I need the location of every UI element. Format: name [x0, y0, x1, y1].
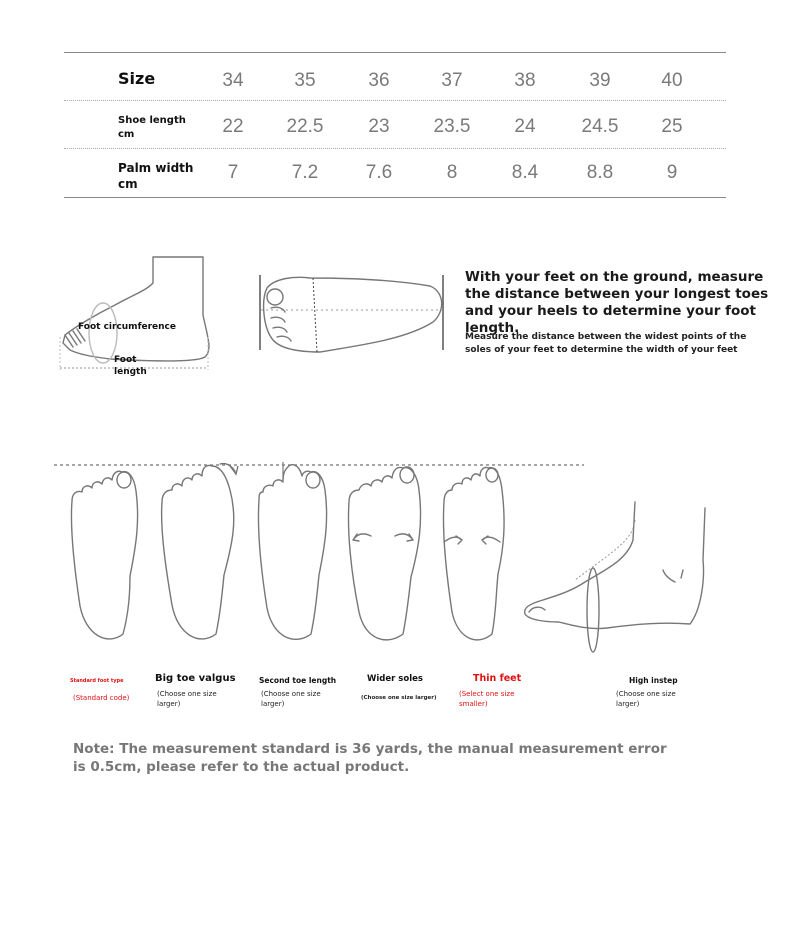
table-cell: 38: [514, 70, 536, 91]
row-label-size: Size: [118, 69, 156, 88]
table-cell: 22: [222, 116, 244, 137]
table-cell: 39: [589, 70, 611, 91]
foot-circumference-label: Foot circumference: [78, 322, 176, 332]
foot-type-note-big-toe-valgus: (Choose one size larger): [157, 690, 217, 708]
table-cell: 8: [446, 162, 458, 183]
table-cell: 35: [294, 70, 316, 91]
foot-length-instruction: With your feet on the ground, measure the distance between your longest toes and your heels to determine your foot length.: [465, 269, 769, 336]
row-label-text: Palm width: [118, 161, 194, 175]
table-cell: 36: [368, 70, 390, 91]
table-cell: 8.4: [511, 162, 539, 183]
row-label-unit: cm: [118, 129, 135, 140]
table-cell: 7.6: [365, 162, 393, 183]
row-label-palm-width: [118, 160, 193, 192]
table-cell: 34: [222, 70, 244, 91]
table-top-border: [64, 52, 726, 53]
table-cell: 22.5: [286, 116, 324, 137]
foot-width-instruction: Measure the distance between the widest points of the soles of your feet to determine the width of your feet: [465, 332, 747, 355]
foot-second-toe-illustration: [255, 460, 335, 646]
foot-type-note-thin-feet: (Select one size smaller): [459, 690, 515, 708]
foot-type-note-standard: (Standard code): [73, 694, 130, 702]
row-label-unit: cm: [118, 177, 138, 191]
foot-wider-soles-illustration: [345, 462, 430, 646]
foot-standard-illustration: [68, 466, 148, 646]
foot-length-label: [114, 354, 147, 378]
measurement-note-line2: is 0.5cm, please refer to the actual product.: [73, 759, 410, 775]
foot-type-title-thin-feet: Thin feet: [473, 673, 522, 684]
foot-length-label-line1: Foot: [114, 355, 137, 365]
row-label-text: Shoe length: [118, 115, 186, 126]
row-divider: [64, 148, 726, 149]
foot-type-note-wider-soles: (Choose one size larger): [361, 695, 437, 701]
table-cell: 23.5: [433, 116, 471, 137]
foot-type-title-second-toe: Second toe length: [259, 676, 337, 685]
table-cell: 40: [661, 70, 683, 91]
table-cell: 9: [666, 162, 678, 183]
measurement-note-line1: Note: The measurement standard is 36 yards, the manual measurement error: [73, 741, 667, 757]
measurement-note: [73, 740, 667, 776]
foot-type-title-high-instep: High instep: [629, 676, 678, 685]
table-bottom-border: [64, 197, 726, 198]
table-cell: 25: [661, 116, 683, 137]
foot-type-title-big-toe-valgus: Big toe valgus: [155, 673, 236, 684]
foot-length-label-line2: length: [114, 367, 147, 377]
table-cell: 8.8: [586, 162, 614, 183]
table-cell: 7: [227, 162, 239, 183]
table-cell: 7.2: [291, 162, 319, 183]
table-cell: 24: [514, 116, 536, 137]
foot-type-title-wider-soles: Wider soles: [367, 674, 423, 684]
high-instep-illustration: [515, 500, 710, 650]
row-divider: [64, 100, 726, 101]
table-cell: 23: [368, 116, 390, 137]
top-foot-illustration: [255, 270, 450, 355]
foot-type-note-second-toe: (Choose one size larger): [261, 690, 321, 708]
foot-type-title-standard: Standard foot type: [70, 678, 124, 684]
table-cell: 37: [441, 70, 463, 91]
row-label-shoe-length: [118, 114, 186, 142]
foot-thin-feet-illustration: [440, 462, 510, 646]
foot-big-toe-valgus-illustration: [158, 460, 243, 646]
table-cell: 24.5: [581, 116, 619, 137]
foot-type-note-high-instep: (Choose one size larger): [616, 690, 676, 708]
